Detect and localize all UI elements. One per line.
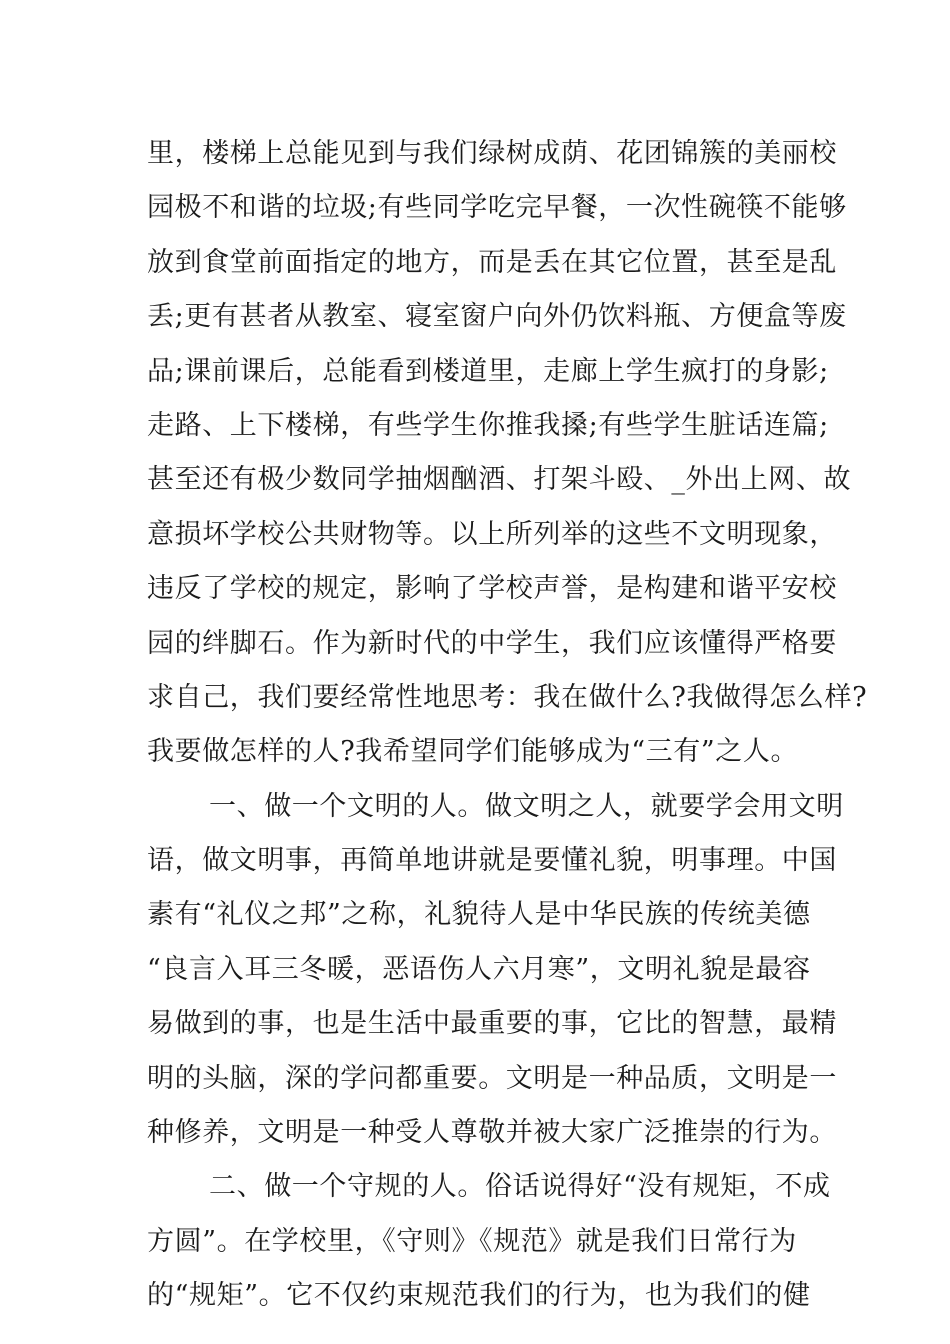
text-line: 求自己，我们要经常性地思考：我在做什么?我做得怎么样? <box>147 681 868 713</box>
text-line: 种修养，文明是一种受人尊敬并被大家广泛推崇的行为。 <box>147 1117 837 1149</box>
text-line: 的“规矩”。它不仅约束规范我们的行为，也为我们的健 <box>147 1280 811 1312</box>
text-line: 明的头脑，深的学问都重要。文明是一种品质，文明是一 <box>147 1062 837 1094</box>
text-line: 里，楼梯上总能见到与我们绿树成荫、花团锦簇的美丽校 <box>147 138 837 169</box>
text-line: 我要做怎样的人?我希望同学们能够成为“三有”之人。 <box>147 736 799 768</box>
body-text <box>147 127 868 1324</box>
text-line: “良言入耳三冬暖，恶语伤人六月寒”，文明礼貌是最容 <box>147 953 811 985</box>
text-line: 品;课前课后，总能看到楼道里，走廊上学生疯打的身影; <box>147 355 829 387</box>
text-line: 方圆”。在学校里，《守则》《规范》就是我们日常行为 <box>147 1225 797 1257</box>
text-line: 园的绊脚石。作为新时代的中学生，我们应该懂得严格要 <box>147 627 837 659</box>
paragraph-first-line: 一、做一个文明的人。做文明之人，就要学会用文明 <box>209 790 844 822</box>
text-line: 丢;更有甚者从教室、寝室窗户向外仍饮料瓶、方便盒等废 <box>147 301 847 333</box>
paragraph-first-line: 二、做一个守规的人。俗话说得好“没有规矩，不成 <box>209 1171 831 1203</box>
text-line: 走路、上下楼梯，有些学生你推我搡;有些学生脏话连篇; <box>147 409 829 441</box>
text-line: 易做到的事，也是生活中最重要的事，它比的智慧，最精 <box>147 1008 837 1040</box>
text-line: 园极不和谐的垃圾;有些同学吃完早餐，一次性碗筷不能够 <box>147 192 847 224</box>
text-line: 语，做文明事，再简单地讲就是要懂礼貌，明事理。中国 <box>147 845 837 877</box>
text-line: 放到食堂前面指定的地方，而是丢在其它位置，甚至是乱 <box>147 246 837 278</box>
text-line: 意损坏学校公共财物等。以上所列举的这些不文明现象， <box>147 518 837 550</box>
text-line: 素有“礼仪之邦”之称，礼貌待人是中华民族的传统美德 <box>147 899 811 931</box>
text-line: 违反了学校的规定，影响了学校声誉，是构建和谐平安校 <box>147 573 837 605</box>
text-line: 甚至还有极少数同学抽烟酗酒、打架斗殴、_外出上网、故 <box>147 464 852 496</box>
